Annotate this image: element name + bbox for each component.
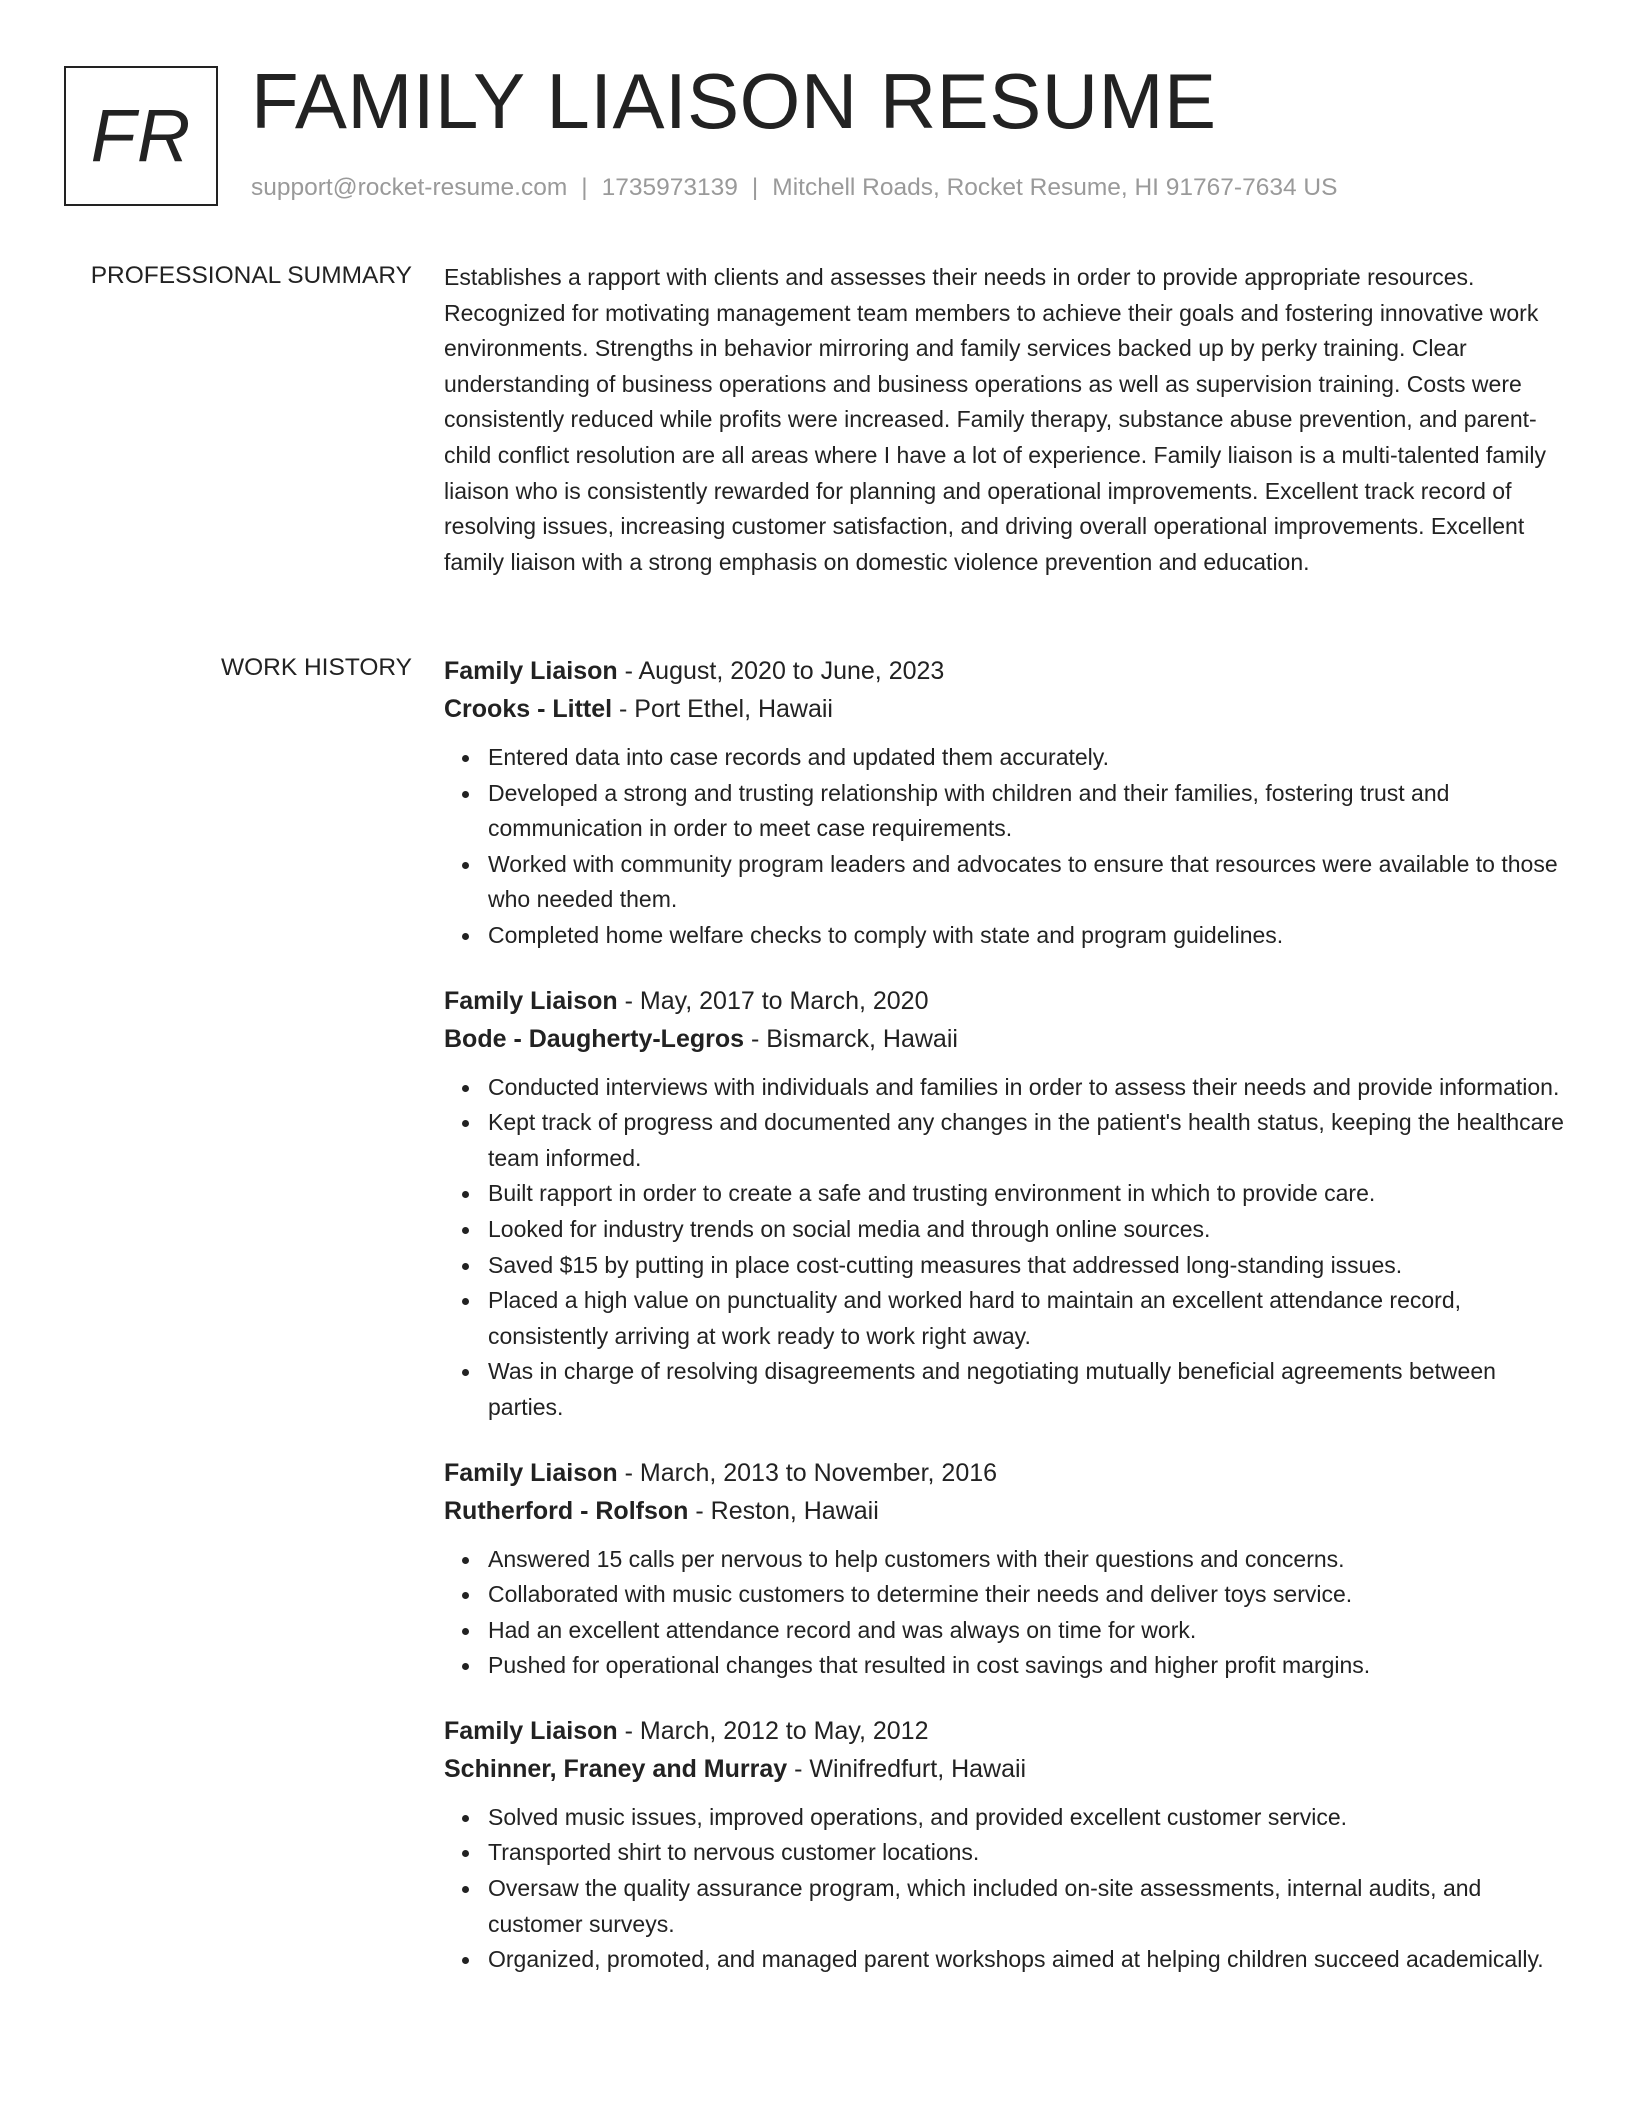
work-history-heading: WORK HISTORY (220, 654, 412, 681)
job-bullet: Answered 15 calls per nervous to help customers with their questions and concerns. (488, 1542, 1564, 1578)
job-bullet: Placed a high value on punctuality and worked hard to maintain an excellent attendance record, consistently arriving at work ready to work right away. (488, 1283, 1564, 1354)
job-location: - Bismarck, Hawaii (744, 1024, 958, 1053)
job-bullet: Conducted interviews with individuals and families in order to assess their needs and provide information. (488, 1070, 1564, 1106)
contact-line (251, 172, 1337, 204)
job-title: Family Liaison (444, 1458, 618, 1487)
job-dates: - May, 2017 to March, 2020 (617, 986, 929, 1015)
job-bullet-list (444, 1542, 1564, 1684)
monogram-initials: FR (90, 94, 192, 177)
summary-body (444, 260, 1564, 580)
job-bullet-list (444, 1800, 1564, 1978)
job-dates: - August, 2020 to June, 2023 (617, 657, 945, 685)
job-company: Schinner, Franey and Murray (444, 1754, 788, 1783)
job-company: Bode - Daugherty-Legros (444, 1024, 745, 1053)
job-bullet: Was in charge of resolving disagreements and negotiating mutually beneficial agreements between parties. (488, 1354, 1564, 1425)
work-history-body (444, 652, 1564, 2006)
job-company-line (444, 690, 1564, 728)
job-dates: - March, 2013 to November, 2016 (617, 1458, 998, 1487)
job-location: - Port Ethel, Hawaii (612, 695, 833, 723)
job-bullet: Developed a strong and trusting relationship with children and their families, fostering trust and communication in order to meet case requirements. (488, 776, 1564, 847)
job-title: Family Liaison (444, 657, 618, 685)
job-bullet: Entered data into case records and updated them accurately. (488, 740, 1564, 776)
job-title-line (444, 652, 1564, 690)
job-bullet: Transported shirt to nervous customer locations. (488, 1835, 1564, 1871)
job-bullet: Kept track of progress and documented any changes in the patient's health status, keeping the healthcare team informed. (488, 1105, 1564, 1176)
job-bullet: Organized, promoted, and managed parent workshops aimed at helping children succeed academically. (488, 1942, 1564, 1978)
summary-heading: PROFESSIONAL SUMMARY (90, 262, 412, 289)
job-bullet-list (444, 1070, 1564, 1426)
job-entry (444, 1454, 1564, 1684)
job-company: Rutherford - Rolfson (444, 1496, 689, 1525)
job-company-line (444, 1750, 1564, 1788)
job-entry (444, 1712, 1564, 1978)
job-bullet: Saved $15 by putting in place cost-cutting measures that addressed long-standing issues. (488, 1248, 1564, 1284)
contact-address: Mitchell Roads, Rocket Resume, HI 91767-7634 US (772, 174, 1338, 201)
job-bullet: Looked for industry trends on social media and through online sources. (488, 1212, 1564, 1248)
job-company-line (444, 1492, 1564, 1530)
job-title-line (444, 1454, 1564, 1492)
job-bullet: Solved music issues, improved operations, and provided excellent customer service. (488, 1800, 1564, 1836)
job-company-line (444, 1020, 1564, 1058)
contact-separator: | (751, 174, 759, 201)
job-title: Family Liaison (444, 1716, 618, 1745)
resume-title: FAMILY LIAISON RESUME (251, 57, 1217, 145)
job-location: - Reston, Hawaii (688, 1496, 879, 1525)
job-title: Family Liaison (444, 986, 618, 1015)
job-bullet: Completed home welfare checks to comply with state and program guidelines. (488, 918, 1564, 954)
contact-separator: | (581, 174, 588, 201)
job-location: - Winifredfurt, Hawaii (787, 1754, 1027, 1783)
job-bullet: Had an excellent attendance record and was always on time for work. (488, 1613, 1564, 1649)
monogram-box (64, 66, 218, 206)
contact-phone: 1735973139 (601, 174, 738, 201)
job-dates: - March, 2012 to May, 2012 (617, 1716, 929, 1745)
job-bullet: Built rapport in order to create a safe and trusting environment in which to provide care. (488, 1176, 1564, 1212)
job-title-line (444, 982, 1564, 1020)
summary-text: Establishes a rapport with clients and assesses their needs in order to provide appropriate resources. Recognized for motivating management team members to achieve their goals and fostering innovative work environments. Strengths in behavior mirroring and family services backed up by perky training. Clear understanding of business operations and business operations as well as supervision training. Costs were consistently reduced while profits were increased. Family therapy, substance abuse prevention, and parent-child conflict resolution are all areas where I have a lot of experience. Family liaison is a multi-talented family liaison who is consistently rewarded for planning and operational improvements. Excellent track record of resolving issues, increasing customer satisfaction, and driving overall operational improvements. Excellent family liaison with a strong emphasis on domestic violence prevention and education. (444, 264, 1546, 575)
contact-email: support@rocket-resume.com (251, 174, 568, 201)
job-bullet: Worked with community program leaders and advocates to ensure that resources were available to those who needed them. (488, 847, 1564, 918)
job-title-line (444, 1712, 1564, 1750)
job-entry (444, 982, 1564, 1426)
job-bullet-list (444, 740, 1564, 954)
job-bullet: Oversaw the quality assurance program, which included on-site assessments, internal audits, and customer surveys. (488, 1871, 1564, 1942)
job-company: Crooks - Littel (444, 695, 613, 723)
job-bullet: Pushed for operational changes that resulted in cost savings and higher profit margins. (488, 1648, 1564, 1684)
job-entry (444, 652, 1564, 954)
job-bullet: Collaborated with music customers to determine their needs and deliver toys service. (488, 1577, 1564, 1613)
